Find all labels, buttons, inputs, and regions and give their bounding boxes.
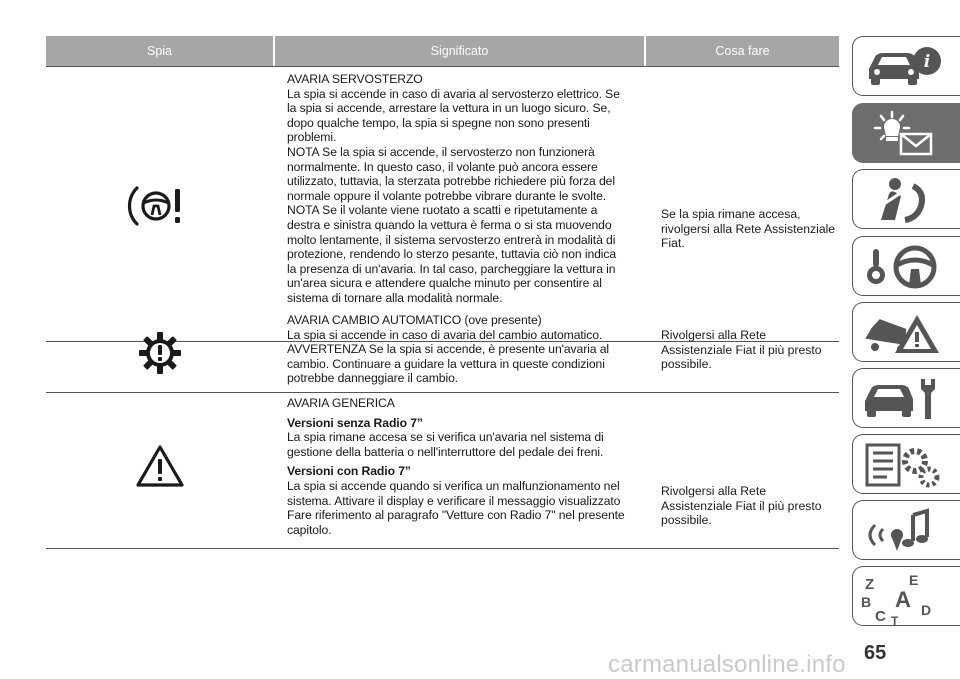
action-line: Rivolgersi alla Rete — [661, 328, 766, 342]
nav-tab-starting-driving[interactable] — [852, 236, 960, 296]
safety-seat-airbag-icon — [861, 176, 945, 224]
index-letter: D — [921, 602, 932, 618]
description-line: normalmente. In questo caso, il volante può ancora essere — [287, 159, 598, 174]
action-cell — [661, 484, 839, 528]
description-line: potrebbe danneggiare il cambio. — [287, 371, 459, 386]
description-line: cambio. Continuare a guidare la vettura in queste condizioni — [287, 356, 605, 371]
warning-lights-table — [46, 36, 839, 537]
column-header-significato: Significato — [275, 36, 644, 66]
description-line: NOTA Se la spia si accende, il servosterzo non funzionerà — [287, 144, 595, 159]
index-letter: B — [861, 594, 872, 610]
alphabetical-index-icon — [861, 573, 945, 625]
general-warning-triangle-icon — [135, 443, 185, 489]
index-letter: E — [909, 573, 919, 588]
description-line: La spia si accende quando si verifica un malfunzionamento nel — [287, 478, 620, 493]
nav-tab-emergency[interactable] — [852, 302, 960, 362]
description-line: AVARIA CAMBIO AUTOMATICO (ove presente) — [287, 313, 542, 327]
index-letter: A — [895, 587, 911, 612]
section-title: AVARIA GENERICA — [287, 396, 395, 410]
multimedia-icon — [861, 507, 945, 555]
description-cell — [287, 72, 647, 306]
description-line: la spia si accende, arrestare la vettura in un luogo sicuro. Se, — [287, 101, 611, 116]
row-divider — [46, 548, 839, 549]
description-line: AVARIA SERVOSTERZO — [287, 72, 423, 86]
nav-tab-car-info[interactable] — [852, 36, 960, 96]
icon-cell — [46, 436, 273, 496]
table-row — [46, 72, 839, 340]
nav-tab-warning-lights[interactable] — [852, 103, 960, 163]
table-row — [46, 396, 839, 546]
index-letter: Z — [865, 576, 875, 593]
subsection-heading: Versioni senza Radio 7” — [287, 415, 423, 430]
index-letter: T — [891, 614, 899, 625]
description-line: gestione della batteria o nell'interruttore del pedale dei freni. — [287, 444, 604, 459]
description-line: capitolo. — [287, 522, 332, 537]
description-line: un'area sicura e attendere qualche minuto per consentire al — [287, 276, 602, 291]
icon-cell — [46, 176, 273, 236]
icon-cell — [46, 313, 273, 393]
action-line: Fiat. — [661, 236, 685, 251]
emergency-icon — [861, 309, 945, 357]
car-info-icon — [861, 43, 945, 91]
description-line: la presenza di un'avaria. In tal caso, parcheggiare la vettura in — [287, 261, 616, 276]
action-line: Rivolgersi alla Rete — [661, 484, 766, 498]
row-divider — [46, 392, 839, 393]
page-number: 65 — [864, 642, 887, 664]
description-line: normale oppure il volante potrebbe vibrare durante le svolte. — [287, 188, 607, 203]
description-line: La spia rimane accesa se si verifica un'avaria nel sistema di — [287, 430, 604, 445]
action-line: possibile. — [661, 513, 712, 528]
description-line: sistema. Attivare il display e verificare il messaggio visualizzato — [287, 493, 621, 508]
description-line: problemi. — [287, 130, 337, 145]
maintenance-icon — [861, 375, 945, 423]
description-line: NOTA Se il volante viene ruotato a scatti e ripetutamente a — [287, 203, 598, 218]
description-line: protezione, rendendo lo sterzo pesante, tuttavia ciò non indica — [287, 247, 617, 262]
nav-tab-maintenance[interactable] — [852, 368, 960, 428]
description-line: La spia si accende in caso di avaria al servosterzo elettrico. Se — [287, 86, 620, 101]
action-cell — [661, 328, 839, 372]
header-rule — [46, 66, 839, 67]
action-cell — [661, 207, 839, 251]
description-cell — [287, 313, 647, 386]
nav-tab-safety[interactable] — [852, 169, 960, 229]
description-line: destra e sinistra quando la vettura è ferma o si sta muovendo — [287, 217, 612, 232]
description-line: Fare riferimento al paragrafo "Vetture con Radio 7" nel presente — [287, 508, 625, 523]
automatic-transmission-fault-icon — [137, 330, 183, 376]
starting-driving-icon — [861, 243, 945, 291]
description-line: utilizzato, tuttavia, la sterzata potrebbe richiedere più forza del — [287, 174, 615, 189]
action-line: rivolgersi alla Rete Assistenziale — [661, 221, 836, 236]
index-letter: C — [875, 608, 886, 625]
description-line: molto lentamente, il sistema servosterzo entrerà in modalità di — [287, 232, 616, 247]
description-line: sistema di tornare alla modalità normale. — [287, 290, 503, 305]
description-line: dopo qualche tempo, la spia si spegne non sono presenti — [287, 115, 590, 130]
subsection-heading: Versioni con Radio 7” — [287, 464, 411, 479]
column-header-cosa-fare: Cosa fare — [646, 36, 839, 66]
action-line: Assistenziale Fiat il più presto — [661, 498, 822, 513]
power-steering-fault-icon — [127, 182, 193, 230]
technical-data-icon — [861, 441, 945, 489]
nav-tab-technical-data[interactable] — [852, 434, 960, 494]
description-line: AVVERTENZA Se la spia si accende, è presente un'avaria al — [287, 342, 610, 357]
table-header — [46, 36, 839, 66]
svg-text:i: i — [923, 52, 931, 72]
warning-lights-messages-icon — [861, 110, 945, 158]
watermark: carmanualsonline.info — [608, 651, 846, 678]
action-line: Se la spia rimane accesa, — [661, 207, 801, 221]
column-header-spia: Spia — [46, 36, 273, 66]
description-cell — [287, 396, 647, 537]
description-line: La spia si accende in caso di avaria del cambio automatico. — [287, 327, 603, 342]
action-line: possibile. — [661, 357, 712, 372]
table-row — [46, 313, 839, 393]
action-line: Assistenziale Fiat il più presto — [661, 342, 822, 357]
nav-tab-alphabetical-index[interactable] — [852, 566, 960, 626]
nav-tab-multimedia[interactable] — [852, 500, 960, 560]
